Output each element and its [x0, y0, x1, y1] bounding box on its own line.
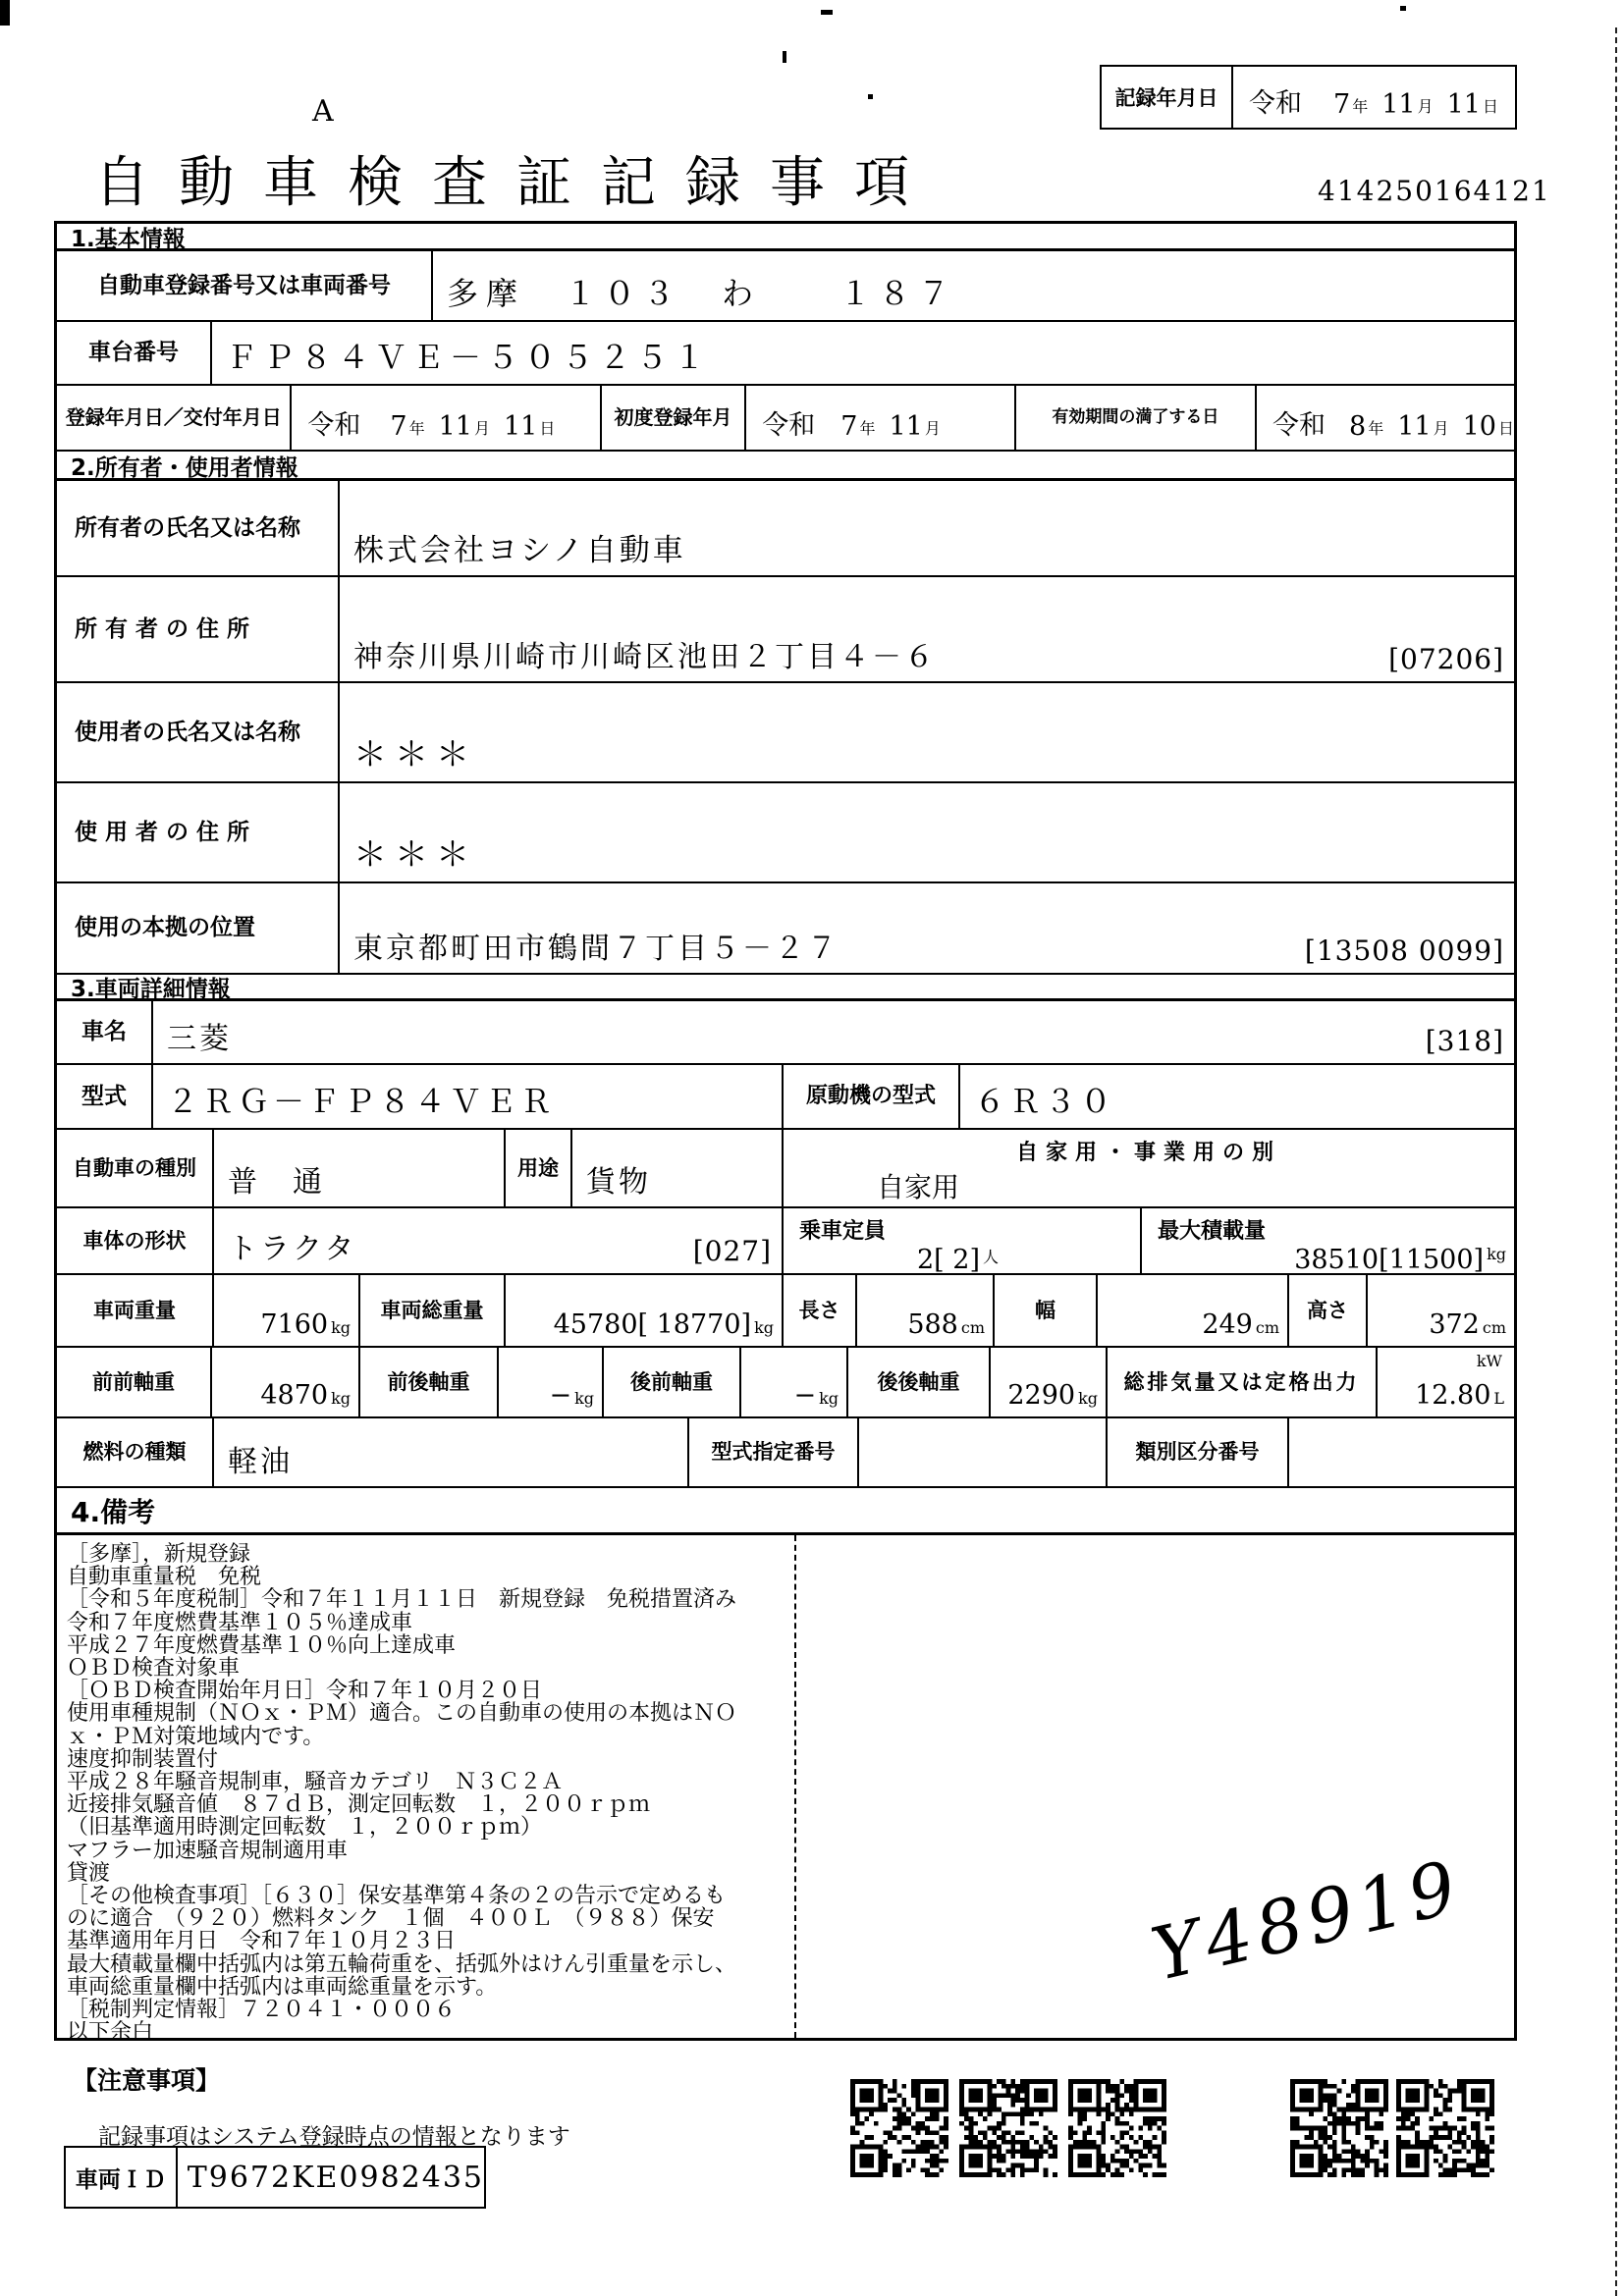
- displacement-text: 12.80: [1415, 1380, 1491, 1411]
- section-header-basic-info: 1.基本情報: [57, 224, 1514, 251]
- use-label: 用途: [506, 1130, 572, 1206]
- row-body-capacity-load: [57, 1208, 1514, 1275]
- month-unit: 月: [473, 419, 490, 438]
- year-unit: 年: [1368, 419, 1384, 438]
- corner-mark: A: [312, 94, 334, 129]
- year: 7: [840, 411, 858, 442]
- remark-line: ＯＢＤ検査対象車: [67, 1656, 241, 1682]
- axle-front-rear-unit: kg: [574, 1389, 594, 1408]
- vehicle-weight-value: [214, 1275, 360, 1346]
- gross-weight-unit: kg: [754, 1318, 774, 1337]
- displacement-unit-kw: kW: [1476, 1352, 1502, 1370]
- axle-rear-front-text: −: [793, 1380, 817, 1411]
- day-unit: 日: [539, 419, 556, 438]
- vehicle-kind-value: 普 通: [214, 1130, 506, 1206]
- scan-artifact: [868, 94, 873, 99]
- month: 11: [1397, 411, 1432, 442]
- user-address-label: 使 用 者 の 住 所: [57, 783, 340, 881]
- length-label: 長さ: [784, 1275, 857, 1346]
- axle-front-front-unit: kg: [331, 1389, 351, 1408]
- vehicle-kind-label: 自動車の種別: [57, 1130, 214, 1206]
- day: 11: [1446, 89, 1481, 120]
- ownership-label: 自家用・事業用の別: [1015, 1141, 1281, 1165]
- user-name-label: 使用者の氏名又は名称: [57, 683, 340, 781]
- owner-address-label: 所 有 者 の 住 所: [57, 577, 340, 681]
- day: 11: [504, 411, 538, 442]
- remark-line: 近接排気騒音値 ８７ｄＢ，測定回転数 １，２００ｒｐｍ: [67, 1792, 651, 1818]
- engine-model-label: 原動機の型式: [784, 1065, 960, 1128]
- vehicle-id-label: 車両ＩＤ: [66, 2148, 178, 2207]
- month: 11: [1381, 89, 1416, 120]
- engine-model-value: ６Ｒ３０: [974, 1083, 1116, 1120]
- axle-front-rear-value: [499, 1348, 604, 1416]
- row-weights-dimensions: [57, 1275, 1514, 1348]
- body-shape-label: 車体の形状: [57, 1208, 214, 1273]
- year: 8: [1349, 411, 1367, 442]
- section-header-owner-user: 2.所有者・使用者情報: [57, 452, 1514, 481]
- remark-line: 速度抑制装置付: [67, 1746, 219, 1772]
- record-date-box: [1100, 65, 1517, 130]
- displacement-label: 総排気量又は定格出力: [1108, 1348, 1378, 1416]
- handwritten-note: Y48919: [1144, 1844, 1470, 1998]
- user-name-value: ＊＊＊: [353, 735, 477, 774]
- era: 令和: [762, 410, 816, 441]
- height-value: [1368, 1275, 1514, 1346]
- width-label: 幅: [995, 1275, 1098, 1346]
- axle-rear-front-value: [741, 1348, 848, 1416]
- owner-name-label: 所有者の氏名又は名称: [57, 481, 340, 575]
- record-date-value: [1233, 67, 1515, 128]
- model-label: 型式: [57, 1065, 153, 1128]
- axle-front-rear-text: −: [549, 1380, 572, 1411]
- scan-artifact: [0, 0, 10, 26]
- scan-artifact: [783, 51, 786, 63]
- base-location-value: [340, 883, 1514, 973]
- remark-line: ［ＯＢＤ検査開始年月日］令和７年１０月２０日: [67, 1679, 543, 1704]
- qr-code-4: [1290, 2079, 1388, 2177]
- row-car-name: [57, 1001, 1514, 1065]
- remark-line: ［令和５年度税制］令和７年１１月１１日 新規登録 免税措置済み: [67, 1587, 737, 1613]
- axle-rear-front-unit: kg: [819, 1389, 839, 1408]
- length-value: [857, 1275, 995, 1346]
- displacement-unit-l: L: [1493, 1389, 1504, 1408]
- remark-line: 使用車種規制（ＮＯｘ・ＰＭ）適合。この自動車の使用の本拠はＮＯ: [67, 1701, 737, 1727]
- body-shape-code: [027]: [692, 1235, 772, 1267]
- axle-rear-rear-value: [991, 1348, 1108, 1416]
- width-unit: cm: [1255, 1318, 1279, 1337]
- car-name-value: [153, 1001, 1514, 1063]
- vehicle-weight-unit: kg: [331, 1318, 351, 1337]
- row-dates: [57, 386, 1514, 452]
- remark-line: ［税制判定情報］７２０４１・０００６: [67, 1998, 457, 2023]
- row-owner-name: [57, 481, 1514, 577]
- type-designation-value: [859, 1418, 1108, 1486]
- expiry-date-label: 有効期間の満了する日: [1016, 386, 1257, 450]
- max-load-cell: [1142, 1208, 1514, 1273]
- height-unit: cm: [1482, 1318, 1506, 1337]
- year: 7: [390, 411, 407, 442]
- day-unit: 日: [1497, 419, 1514, 438]
- year-unit: 年: [1352, 97, 1369, 116]
- day-unit: 日: [1482, 97, 1498, 116]
- remark-line: 平成２８年騒音規制車，騒音カテゴリ Ｎ３Ｃ２Ａ: [67, 1770, 564, 1795]
- height-label: 高さ: [1289, 1275, 1368, 1346]
- row-owner-address: [57, 577, 1514, 683]
- expiry-date-value: [1257, 386, 1514, 450]
- body-shape-value: [214, 1208, 784, 1273]
- qr-code-1: [850, 2079, 948, 2177]
- page-edge-cut-mark: [1615, 27, 1617, 2296]
- width-value: [1098, 1275, 1289, 1346]
- axle-rear-rear-label: 後後軸重: [848, 1348, 991, 1416]
- height-text: 372: [1429, 1309, 1480, 1340]
- capacity-cell: [784, 1208, 1142, 1273]
- remark-line: 貸渡: [67, 1860, 111, 1886]
- gross-weight-text: 45780[ 18770]: [553, 1309, 752, 1340]
- capacity-text: 2[ 2]: [916, 1245, 980, 1275]
- user-address-value: ＊＊＊: [353, 835, 477, 875]
- remark-line: 自動車重量税 免税: [67, 1565, 262, 1590]
- qr-code-3: [1068, 2079, 1166, 2177]
- fuel-type-label: 燃料の種類: [57, 1418, 214, 1486]
- year-unit: 年: [859, 419, 876, 438]
- owner-address-value: [340, 577, 1514, 681]
- qr-code-5: [1396, 2079, 1494, 2177]
- section-header-vehicle-details: 3.車両詳細情報: [57, 975, 1514, 1001]
- row-user-address: [57, 783, 1514, 883]
- ownership-cell: [784, 1130, 1514, 1206]
- body-shape-text: トラクタ: [228, 1232, 357, 1266]
- row-fuel: [57, 1418, 1514, 1488]
- month: 11: [889, 411, 923, 442]
- era: 令和: [1249, 88, 1302, 119]
- chassis-number-label: 車台番号: [57, 322, 212, 384]
- axle-front-front-value: [212, 1348, 360, 1416]
- max-load-unit: kg: [1487, 1245, 1506, 1263]
- car-name-label: 車名: [57, 1001, 153, 1063]
- chassis-number-value: ＦＰ８４ＶＥ－５０５２５１: [226, 339, 712, 376]
- qr-code-2: [959, 2079, 1057, 2177]
- year: 7: [1333, 89, 1351, 120]
- axle-front-rear-label: 前後軸重: [360, 1348, 499, 1416]
- month: 11: [438, 411, 472, 442]
- registration-date-value: [292, 386, 601, 450]
- month-unit: 月: [924, 419, 941, 438]
- width-text: 249: [1202, 1309, 1253, 1340]
- row-axle-weights: [57, 1348, 1514, 1418]
- era: 令和: [307, 410, 361, 441]
- capacity-label: 乗車定員: [799, 1219, 887, 1244]
- model-value: ２ＲＧ－ＦＰ８４ＶＥＲ: [153, 1065, 784, 1128]
- scan-artifact: [821, 10, 833, 15]
- era: 令和: [1272, 410, 1326, 441]
- registration-date-label: 登録年月日／交付年月日: [57, 386, 292, 450]
- month-unit: 月: [1417, 97, 1434, 116]
- remark-line: （旧基準適用時測定回転数 １，２００ｒｐｍ）: [67, 1815, 543, 1841]
- remark-line: のに適合 （９２０）燃料タンク １個 ４００Ｌ （９８８）保安: [67, 1906, 715, 1932]
- displacement-value: [1378, 1348, 1514, 1416]
- row-chassis-number: [57, 322, 1514, 386]
- row-kind-use: [57, 1130, 1514, 1208]
- base-location-code: [13508 0099]: [1304, 934, 1504, 967]
- record-date-label: 記録年月日: [1102, 67, 1233, 128]
- registration-number-value: 多摩 １０３ わ １８７: [447, 275, 958, 312]
- type-designation-label: 型式指定番号: [689, 1418, 859, 1486]
- base-location-label: 使用の本拠の位置: [57, 883, 340, 973]
- notice-text: 記録事項はシステム登録時点の情報となります: [98, 2124, 570, 2150]
- length-unit: cm: [960, 1318, 985, 1337]
- owner-address-code: [07206]: [1388, 643, 1504, 675]
- base-location-text: 東京都町田市鶴間７丁目５－２７: [353, 932, 839, 966]
- year-unit: 年: [408, 419, 425, 438]
- gross-weight-label: 車両総重量: [360, 1275, 506, 1346]
- vehicle-id-value: T9672KE0982435: [187, 2160, 484, 2195]
- max-load-text: 38510[11500]: [1294, 1245, 1485, 1275]
- remark-line: マフラー加速騒音規制適用車: [67, 1838, 349, 1863]
- ownership-value: 自家用: [877, 1171, 960, 1203]
- remark-line: 令和７年度燃費基準１０５％達成車: [67, 1610, 413, 1635]
- day: 10: [1462, 411, 1496, 442]
- axle-rear-rear-text: 2290: [1007, 1380, 1076, 1411]
- section-header-remarks: 4.備考: [57, 1488, 1514, 1535]
- axle-front-front-label: 前前軸重: [57, 1348, 212, 1416]
- remark-line: 基準適用年月日 令和７年１０月２３日: [67, 1929, 457, 1954]
- use-value: 貨物: [572, 1130, 784, 1206]
- document-number: 414250164121: [1318, 175, 1551, 207]
- vehicle-weight-text: 7160: [260, 1309, 329, 1340]
- class-number-label: 類別区分番号: [1108, 1418, 1289, 1486]
- axle-rear-rear-unit: kg: [1078, 1389, 1098, 1408]
- vehicle-weight-label: 車両重量: [57, 1275, 214, 1346]
- length-text: 588: [907, 1309, 958, 1340]
- remark-line: 最大積載量欄中括弧内は第五輪荷重を、括弧外はけん引重量を示し、: [67, 1951, 737, 1977]
- axle-front-front-text: 4870: [260, 1380, 329, 1411]
- row-base-location: [57, 883, 1514, 975]
- main-table: [54, 221, 1517, 2046]
- car-name-code: [318]: [1425, 1025, 1504, 1057]
- row-model: [57, 1065, 1514, 1130]
- scan-artifact: [1400, 6, 1406, 11]
- first-registration-label: 初度登録年月: [602, 386, 747, 450]
- fuel-type-value: 軽油: [214, 1418, 689, 1486]
- page-title: 自動車検査証記録事項: [94, 151, 939, 215]
- row-registration-number: [57, 251, 1514, 322]
- remark-line: ［その他検査事項］［６３０］保安基準第４条の２の告示で定めるも: [67, 1884, 727, 1909]
- month-unit: 月: [1433, 419, 1449, 438]
- first-registration-value: [746, 386, 1015, 450]
- remarks-area: [57, 1535, 1514, 2046]
- car-name-text: 三菱: [167, 1022, 232, 1056]
- owner-address-text: 神奈川県川崎市川崎区池田２丁目４－６: [353, 640, 937, 674]
- max-load-label: 最大積載量: [1158, 1219, 1267, 1244]
- owner-name-value: 株式会社ヨシノ自動車: [353, 533, 686, 568]
- notice-title: 【注意事項】: [73, 2066, 221, 2095]
- row-user-name: [57, 683, 1514, 783]
- remark-line: ｘ・ＰＭ対策地域内です。: [67, 1724, 325, 1749]
- gross-weight-value: [506, 1275, 784, 1346]
- remark-line: ［多摩］，新規登録: [67, 1542, 251, 1567]
- capacity-unit: 人: [983, 1248, 1000, 1266]
- axle-rear-front-label: 後前軸重: [604, 1348, 741, 1416]
- class-number-value: [1289, 1418, 1514, 1486]
- remarks-text-column: [57, 1535, 796, 2046]
- registration-number-label: 自動車登録番号又は車両番号: [57, 251, 433, 320]
- remark-line: 車両総重量欄中括弧内は車両総重量を示す。: [67, 1974, 498, 2000]
- remark-line: 平成２７年度燃費基準１０％向上達成車: [67, 1632, 457, 1658]
- remarks-right-column: [796, 1535, 1514, 2038]
- vehicle-id-box: [64, 2146, 486, 2209]
- remark-line: 以下余白: [67, 2020, 154, 2046]
